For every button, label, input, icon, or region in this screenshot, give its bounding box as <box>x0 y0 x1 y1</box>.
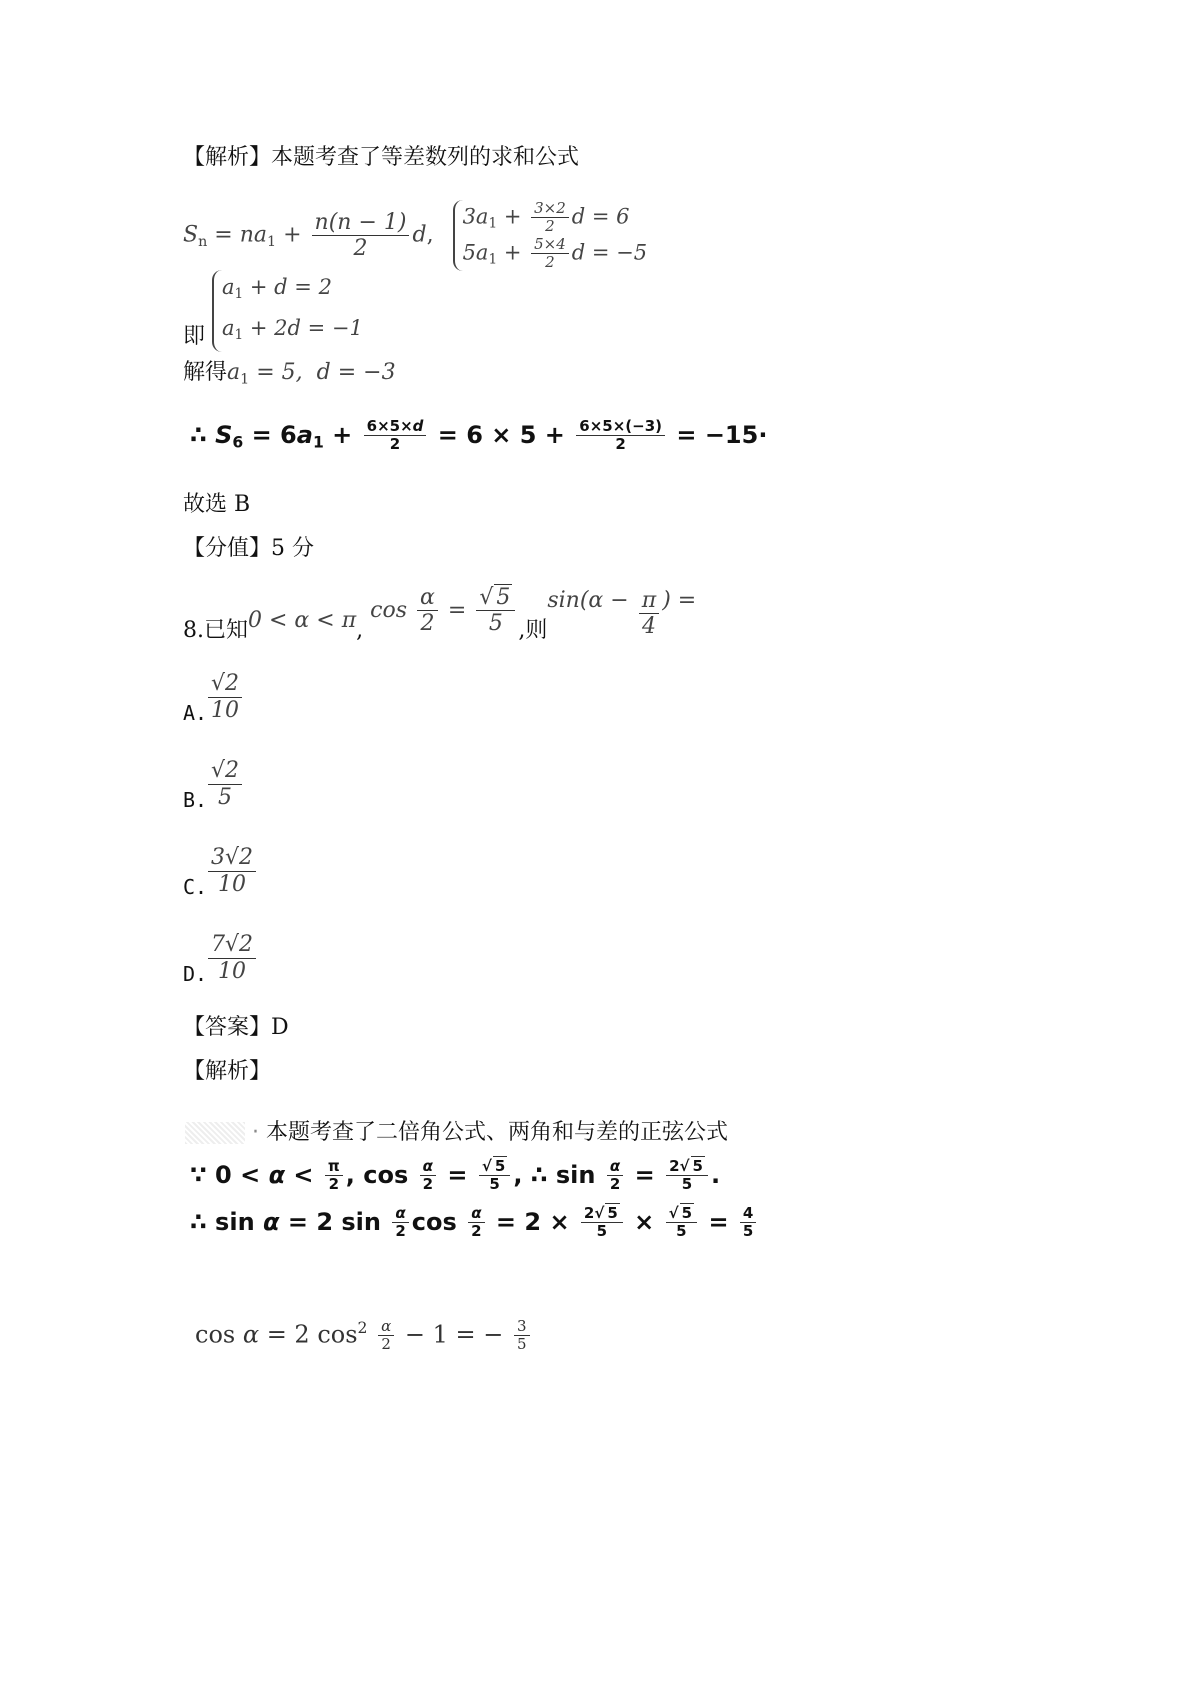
derivation-line-2: ∴ sin α = 2 sin $\frac{\alpha}{2}$ cos $\frac{\alpha}{2}$ = 2 × $\frac{2√ 5}{5}$ × $\frac{√ 5}{5}$ = $\frac{4}{5}$ <box>190 1205 759 1241</box>
option-label: A. <box>183 701 208 725</box>
option-denominator: 10 <box>218 871 246 897</box>
sum-formula: $S_n = na_1$ + $\frac{n(n - 1)}{2}$ d, $3a_1$ + $\frac{3\times 2}{2}$ d = 6 $5a_1$ + $\frac{5\times 4}{2}$ d = −5 <box>183 199 648 271</box>
option-numerator: 3√2 <box>208 845 256 871</box>
analysis-header-1: 【解析】本题考查了等差数列的求和公式 <box>183 145 580 170</box>
blurred-mark <box>185 1122 245 1144</box>
topic-text: 本题考查了二倍角公式、两角和与差的正弦公式 <box>266 1120 729 1145</box>
answer-line: 【答案】D <box>183 1015 289 1040</box>
option-denominator: 10 <box>218 958 246 984</box>
option-numerator: √2 <box>208 758 242 784</box>
q8-then: ,则 <box>518 617 548 643</box>
option-label: B. <box>183 788 208 812</box>
solution-line: 解得$a_1 = 5$, d = −3 <box>183 360 396 388</box>
choice-line: 故选 B <box>183 492 251 517</box>
system-simplified: 即 $a_1 + d = 2$ $a_1 + 2d = -1$ <box>183 270 363 352</box>
score-line: 【分值】5 分 <box>183 536 314 561</box>
ji-label: 即 <box>183 324 206 350</box>
q8-prefix: 8.已知 <box>183 617 248 643</box>
derivation-line-1: ∵ 0 < α < $\frac{\pi}{2}$ , cos $\frac{\alpha}{2}$ = $\frac{√ 5}{5}$ , ∴ sin $\frac{\alpha}{2}$ = $\frac{2√ 5}{5}$ . <box>190 1157 721 1194</box>
option-label: D. <box>183 962 208 986</box>
option-numerator: 7√2 <box>208 932 256 958</box>
question-8: 8.已知0 < α < π, cos $\frac{\alpha}{2}$ = $\frac{√ 5}{5}$ ,则sin(α − $\frac{\pi}{4}$ ) = <box>183 585 697 643</box>
derivation-line-3: cos α = 2 $\cos^2$ $\frac{\alpha}{2}$ − 1 = − $\frac{3}{5}$ <box>195 1318 533 1354</box>
option-denominator: 5 <box>218 784 232 810</box>
s6-computation: ∴ $S_6 = 6a_1$ + $\frac{6\times 5\times d}{2}$ = 6 × 5 + $\frac{6\times 5\times(-3)}{2}$ = −15· <box>190 417 768 454</box>
analysis-header-2: 【解析】 <box>183 1059 272 1084</box>
option-numerator: √2 <box>208 671 242 697</box>
q8-comma: , <box>356 617 364 643</box>
option-label: C. <box>183 875 208 899</box>
jiede-label: 解得 <box>183 360 228 385</box>
analysis-topic: · 本题考查了二倍角公式、两角和与差的正弦公式 <box>185 1120 728 1146</box>
option-denominator: 10 <box>211 697 239 723</box>
